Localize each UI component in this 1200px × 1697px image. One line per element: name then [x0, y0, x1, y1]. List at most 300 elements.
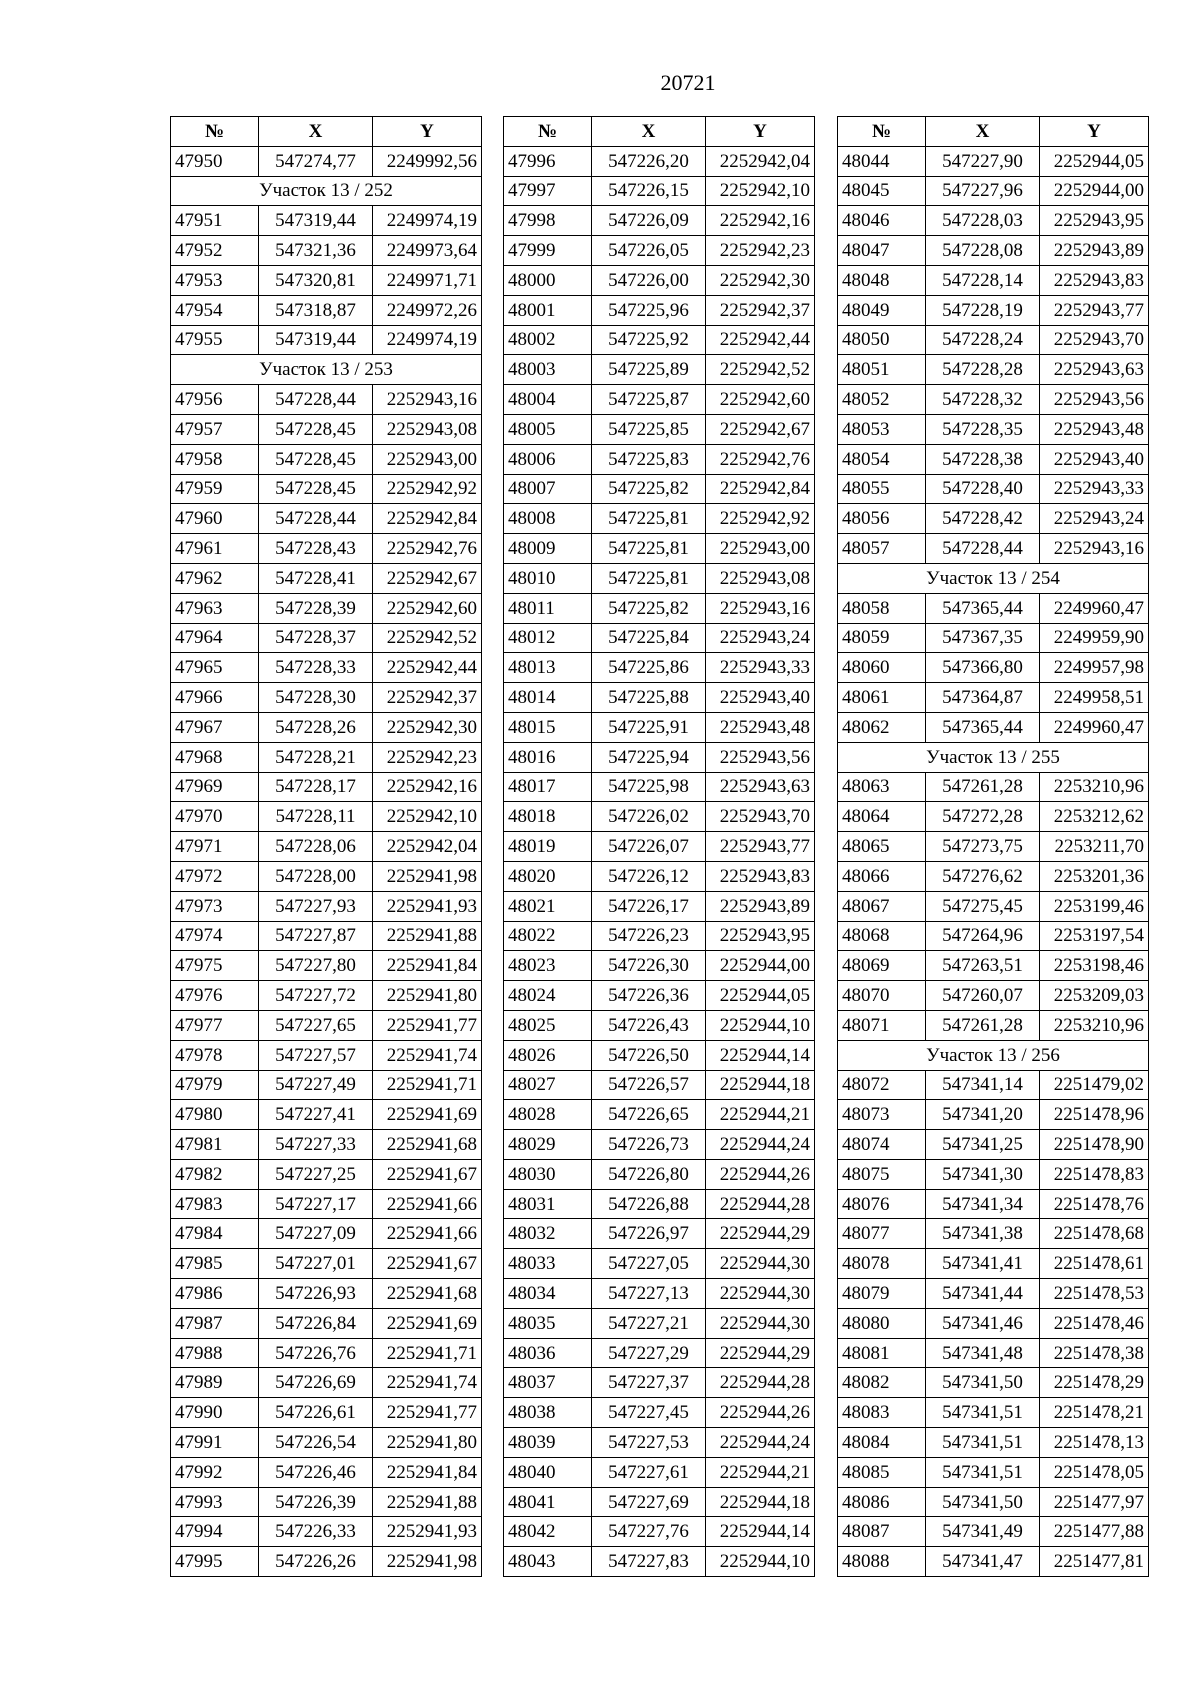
x-coordinate: 547225,81	[592, 534, 706, 564]
table-row	[838, 802, 1149, 832]
table-row	[171, 653, 482, 683]
y-coordinate: 2252943,00	[706, 534, 815, 564]
y-coordinate: 2249974,19	[373, 325, 482, 355]
point-number: 48079	[838, 1279, 926, 1309]
table-row	[504, 444, 815, 474]
table-row	[504, 1487, 815, 1517]
y-coordinate: 2252944,10	[706, 1547, 815, 1577]
x-coordinate: 547226,39	[259, 1487, 373, 1517]
x-coordinate: 547228,24	[926, 325, 1040, 355]
point-number: 48005	[504, 414, 592, 444]
y-coordinate: 2252941,80	[373, 1428, 482, 1458]
point-number: 48062	[838, 712, 926, 742]
x-coordinate: 547226,43	[592, 1010, 706, 1040]
y-coordinate: 2252944,24	[706, 1130, 815, 1160]
page-number: 20721	[660, 70, 716, 95]
table-row	[504, 653, 815, 683]
table-row	[838, 236, 1149, 266]
table-row	[838, 1219, 1149, 1249]
table-row	[171, 683, 482, 713]
y-coordinate: 2252943,24	[1040, 504, 1149, 534]
x-coordinate: 547341,44	[926, 1279, 1040, 1309]
y-coordinate: 2252941,67	[373, 1159, 482, 1189]
table-row	[504, 593, 815, 623]
point-number: 48054	[838, 444, 926, 474]
x-coordinate: 547276,62	[926, 861, 1040, 891]
x-coordinate: 547226,73	[592, 1130, 706, 1160]
y-coordinate: 2252943,08	[706, 563, 815, 593]
y-coordinate: 2249972,26	[373, 295, 482, 325]
y-coordinate: 2251477,88	[1040, 1517, 1149, 1547]
x-coordinate: 547263,51	[926, 951, 1040, 981]
y-coordinate: 2252943,33	[706, 653, 815, 683]
x-coordinate: 547227,09	[259, 1219, 373, 1249]
table-row	[504, 1130, 815, 1160]
table-row	[171, 593, 482, 623]
table-row	[838, 1100, 1149, 1130]
y-coordinate: 2252943,40	[706, 683, 815, 713]
point-number: 48076	[838, 1189, 926, 1219]
y-coordinate: 2252943,89	[706, 891, 815, 921]
y-coordinate: 2252941,77	[373, 1010, 482, 1040]
table-row	[171, 742, 482, 772]
table-row	[838, 1010, 1149, 1040]
point-number: 47989	[171, 1368, 259, 1398]
table-row	[171, 146, 482, 176]
y-coordinate: 2252944,28	[706, 1189, 815, 1219]
table-row	[504, 1279, 815, 1309]
point-number: 48071	[838, 1010, 926, 1040]
table-row	[171, 1189, 482, 1219]
x-coordinate: 547341,30	[926, 1159, 1040, 1189]
table-row	[504, 265, 815, 295]
y-coordinate: 2251478,46	[1040, 1308, 1149, 1338]
table-row	[504, 146, 815, 176]
x-coordinate: 547228,14	[926, 265, 1040, 295]
y-coordinate: 2252943,16	[706, 593, 815, 623]
point-number: 47979	[171, 1070, 259, 1100]
x-coordinate: 547228,42	[926, 504, 1040, 534]
table-row	[838, 444, 1149, 474]
y-coordinate: 2249971,71	[373, 265, 482, 295]
table-row	[838, 623, 1149, 653]
point-number: 48088	[838, 1547, 926, 1577]
point-number: 47954	[171, 295, 259, 325]
table-row	[171, 1487, 482, 1517]
point-number: 48001	[504, 295, 592, 325]
y-coordinate: 2252943,83	[1040, 265, 1149, 295]
x-coordinate: 547341,46	[926, 1308, 1040, 1338]
point-number: 47950	[171, 146, 259, 176]
x-coordinate: 547225,91	[592, 712, 706, 742]
table-row	[504, 295, 815, 325]
x-coordinate: 547274,77	[259, 146, 373, 176]
y-coordinate: 2252943,63	[706, 772, 815, 802]
x-coordinate: 547226,97	[592, 1219, 706, 1249]
table-row	[171, 1338, 482, 1368]
y-coordinate: 2251477,81	[1040, 1547, 1149, 1577]
point-number: 48023	[504, 951, 592, 981]
y-coordinate: 2252941,98	[373, 1547, 482, 1577]
y-coordinate: 2252944,10	[706, 1010, 815, 1040]
x-coordinate: 547228,19	[926, 295, 1040, 325]
point-number: 48080	[838, 1308, 926, 1338]
x-coordinate: 547226,02	[592, 802, 706, 832]
table-row	[171, 534, 482, 564]
y-coordinate: 2251478,29	[1040, 1368, 1149, 1398]
x-coordinate: 547228,45	[259, 414, 373, 444]
x-coordinate: 547228,45	[259, 444, 373, 474]
x-coordinate: 547226,50	[592, 1040, 706, 1070]
x-coordinate: 547225,96	[592, 295, 706, 325]
x-coordinate: 547228,40	[926, 474, 1040, 504]
y-coordinate: 2252941,74	[373, 1368, 482, 1398]
section-row	[171, 355, 482, 385]
table-row	[504, 534, 815, 564]
section-title: Участок 13 / 253	[171, 355, 482, 385]
y-coordinate: 2252941,88	[373, 1487, 482, 1517]
x-coordinate: 547228,03	[926, 206, 1040, 236]
x-coordinate: 547226,65	[592, 1100, 706, 1130]
y-coordinate: 2252943,08	[373, 414, 482, 444]
y-coordinate: 2251478,76	[1040, 1189, 1149, 1219]
point-number: 48014	[504, 683, 592, 713]
x-coordinate: 547228,17	[259, 772, 373, 802]
x-coordinate: 547228,32	[926, 385, 1040, 415]
table-row	[838, 1189, 1149, 1219]
x-coordinate: 547228,37	[259, 623, 373, 653]
y-coordinate: 2252942,16	[706, 206, 815, 236]
point-number: 48077	[838, 1219, 926, 1249]
x-coordinate: 547341,41	[926, 1249, 1040, 1279]
point-number: 47952	[171, 236, 259, 266]
x-coordinate: 547227,65	[259, 1010, 373, 1040]
point-number: 48056	[838, 504, 926, 534]
point-number: 47961	[171, 534, 259, 564]
point-number: 48082	[838, 1368, 926, 1398]
table-row	[504, 1547, 815, 1577]
table-row	[838, 1070, 1149, 1100]
y-coordinate: 2252941,67	[373, 1249, 482, 1279]
point-number: 48003	[504, 355, 592, 385]
y-coordinate: 2252942,76	[706, 444, 815, 474]
y-coordinate: 2251478,90	[1040, 1130, 1149, 1160]
x-coordinate: 547226,05	[592, 236, 706, 266]
y-coordinate: 2252941,66	[373, 1219, 482, 1249]
y-coordinate: 2251478,68	[1040, 1219, 1149, 1249]
point-number: 47972	[171, 861, 259, 891]
point-number: 48027	[504, 1070, 592, 1100]
point-number: 48059	[838, 623, 926, 653]
y-coordinate: 2252943,16	[1040, 534, 1149, 564]
y-coordinate: 2252942,10	[373, 802, 482, 832]
y-coordinate: 2252942,04	[706, 146, 815, 176]
point-number: 47965	[171, 653, 259, 683]
point-number: 48053	[838, 414, 926, 444]
table-row	[171, 951, 482, 981]
x-coordinate: 547226,36	[592, 981, 706, 1011]
number-column-header: №	[171, 117, 259, 147]
point-number: 48044	[838, 146, 926, 176]
table-row	[838, 981, 1149, 1011]
x-coordinate: 547261,28	[926, 772, 1040, 802]
table-row	[838, 355, 1149, 385]
table-row	[838, 772, 1149, 802]
y-coordinate: 2252944,14	[706, 1040, 815, 1070]
y-coordinate: 2252944,21	[706, 1457, 815, 1487]
table-row	[171, 1279, 482, 1309]
point-number: 48013	[504, 653, 592, 683]
y-coordinate: 2252942,37	[706, 295, 815, 325]
x-coordinate: 547341,49	[926, 1517, 1040, 1547]
y-coordinate: 2252943,89	[1040, 236, 1149, 266]
x-coordinate: 547227,05	[592, 1249, 706, 1279]
x-coordinate: 547341,25	[926, 1130, 1040, 1160]
table-row	[171, 772, 482, 802]
coordinates-table	[503, 116, 815, 1577]
point-number: 47991	[171, 1428, 259, 1458]
section-title: Участок 13 / 255	[838, 742, 1149, 772]
x-coordinate: 547226,15	[592, 176, 706, 206]
x-coordinate: 547226,30	[592, 951, 706, 981]
x-coordinate: 547226,54	[259, 1428, 373, 1458]
table-row	[171, 474, 482, 504]
x-coordinate: 547227,53	[592, 1428, 706, 1458]
y-coordinate: 2252941,69	[373, 1308, 482, 1338]
x-coordinate: 547225,88	[592, 683, 706, 713]
x-coordinate: 547227,17	[259, 1189, 373, 1219]
point-number: 48025	[504, 1010, 592, 1040]
x-coordinate: 547227,49	[259, 1070, 373, 1100]
table-row	[838, 1368, 1149, 1398]
y-column-header: Y	[373, 117, 482, 147]
point-number: 47973	[171, 891, 259, 921]
point-number: 48021	[504, 891, 592, 921]
x-coordinate: 547365,44	[926, 593, 1040, 623]
point-number: 48072	[838, 1070, 926, 1100]
point-number: 48008	[504, 504, 592, 534]
point-number: 48052	[838, 385, 926, 415]
x-column-header: X	[926, 117, 1040, 147]
table-row	[504, 1159, 815, 1189]
point-number: 47966	[171, 683, 259, 713]
x-coordinate: 547227,69	[592, 1487, 706, 1517]
y-coordinate: 2252943,16	[373, 385, 482, 415]
point-number: 48075	[838, 1159, 926, 1189]
x-coordinate: 547228,41	[259, 563, 373, 593]
table-row	[504, 176, 815, 206]
y-coordinate: 2252943,70	[706, 802, 815, 832]
table-row	[504, 1100, 815, 1130]
point-number: 48037	[504, 1368, 592, 1398]
x-coordinate: 547261,28	[926, 1010, 1040, 1040]
y-coordinate: 2252944,28	[706, 1368, 815, 1398]
section-title: Участок 13 / 252	[171, 176, 482, 206]
table-row	[838, 414, 1149, 444]
point-number: 48065	[838, 832, 926, 862]
point-number: 47981	[171, 1130, 259, 1160]
y-coordinate: 2252944,05	[706, 981, 815, 1011]
table-row	[504, 1219, 815, 1249]
x-coordinate: 547226,88	[592, 1189, 706, 1219]
x-coordinate: 547228,11	[259, 802, 373, 832]
table-row	[838, 265, 1149, 295]
section-title: Участок 13 / 256	[838, 1040, 1149, 1070]
table-row	[838, 1457, 1149, 1487]
point-number: 47999	[504, 236, 592, 266]
y-coordinate: 2252942,04	[373, 832, 482, 862]
x-coordinate: 547341,47	[926, 1547, 1040, 1577]
table-row	[171, 385, 482, 415]
point-number: 48010	[504, 563, 592, 593]
point-number: 48017	[504, 772, 592, 802]
table-row	[171, 1457, 482, 1487]
x-coordinate: 547225,94	[592, 742, 706, 772]
table-row	[171, 981, 482, 1011]
point-number: 48060	[838, 653, 926, 683]
table-row	[171, 802, 482, 832]
table-row	[838, 1398, 1149, 1428]
x-coordinate: 547366,80	[926, 653, 1040, 683]
table-row	[838, 295, 1149, 325]
x-coordinate: 547226,23	[592, 921, 706, 951]
section-row	[838, 563, 1149, 593]
point-number: 47984	[171, 1219, 259, 1249]
x-coordinate: 547367,35	[926, 623, 1040, 653]
y-coordinate: 2252944,05	[1040, 146, 1149, 176]
y-coordinate: 2252944,29	[706, 1338, 815, 1368]
number-column-header: №	[504, 117, 592, 147]
x-coordinate: 547225,81	[592, 563, 706, 593]
table-row	[171, 236, 482, 266]
point-number: 48051	[838, 355, 926, 385]
x-coordinate: 547227,13	[592, 1279, 706, 1309]
x-coordinate: 547341,48	[926, 1338, 1040, 1368]
y-coordinate: 2253210,96	[1040, 772, 1149, 802]
y-coordinate: 2252941,66	[373, 1189, 482, 1219]
y-coordinate: 2252942,37	[373, 683, 482, 713]
point-number: 48081	[838, 1338, 926, 1368]
point-number: 48022	[504, 921, 592, 951]
table-row	[171, 1130, 482, 1160]
y-coordinate: 2252943,56	[706, 742, 815, 772]
x-coordinate: 547226,46	[259, 1457, 373, 1487]
x-coordinate: 547225,98	[592, 772, 706, 802]
y-coordinate: 2252944,30	[706, 1279, 815, 1309]
y-coordinate: 2253211,70	[1040, 832, 1149, 862]
coordinates-table	[170, 116, 482, 1577]
point-number: 47974	[171, 921, 259, 951]
table-row	[171, 1249, 482, 1279]
y-coordinate: 2251478,96	[1040, 1100, 1149, 1130]
x-coordinate: 547227,01	[259, 1249, 373, 1279]
table-row	[838, 712, 1149, 742]
table-row	[838, 653, 1149, 683]
table-row	[838, 861, 1149, 891]
point-number: 47988	[171, 1338, 259, 1368]
y-coordinate: 2249957,98	[1040, 653, 1149, 683]
table-row	[838, 1517, 1149, 1547]
x-coordinate: 547225,82	[592, 474, 706, 504]
y-coordinate: 2252944,30	[706, 1308, 815, 1338]
point-number: 48012	[504, 623, 592, 653]
x-coordinate: 547227,83	[592, 1547, 706, 1577]
point-number: 48032	[504, 1219, 592, 1249]
point-number: 48086	[838, 1487, 926, 1517]
y-coordinate: 2252942,44	[706, 325, 815, 355]
x-coordinate: 547228,30	[259, 683, 373, 713]
x-coordinate: 547275,45	[926, 891, 1040, 921]
point-number: 48006	[504, 444, 592, 474]
point-number: 47976	[171, 981, 259, 1011]
point-number: 48048	[838, 265, 926, 295]
x-coordinate: 547227,25	[259, 1159, 373, 1189]
point-number: 48045	[838, 176, 926, 206]
x-coordinate: 547225,81	[592, 504, 706, 534]
x-coordinate: 547227,29	[592, 1338, 706, 1368]
x-column-header: X	[592, 117, 706, 147]
y-coordinate: 2252943,24	[706, 623, 815, 653]
y-coordinate: 2252944,00	[706, 951, 815, 981]
point-number: 47963	[171, 593, 259, 623]
y-coordinate: 2252942,52	[373, 623, 482, 653]
table-row	[171, 1100, 482, 1130]
y-coordinate: 2252942,92	[373, 474, 482, 504]
point-number: 47985	[171, 1249, 259, 1279]
table-row	[838, 504, 1149, 534]
table-row	[838, 1130, 1149, 1160]
x-coordinate: 547227,87	[259, 921, 373, 951]
point-number: 47964	[171, 623, 259, 653]
y-coordinate: 2252942,60	[706, 385, 815, 415]
y-coordinate: 2252941,93	[373, 891, 482, 921]
coordinates-table-1	[170, 116, 482, 1577]
point-number: 47983	[171, 1189, 259, 1219]
y-coordinate: 2252943,95	[706, 921, 815, 951]
point-number: 47968	[171, 742, 259, 772]
x-coordinate: 547228,39	[259, 593, 373, 623]
table-row	[504, 1517, 815, 1547]
table-row	[504, 1189, 815, 1219]
table-row	[838, 146, 1149, 176]
point-number: 48070	[838, 981, 926, 1011]
section-row	[838, 742, 1149, 772]
y-coordinate: 2249960,47	[1040, 593, 1149, 623]
y-coordinate: 2249959,90	[1040, 623, 1149, 653]
table-row	[171, 861, 482, 891]
table-row	[171, 265, 482, 295]
point-number: 48055	[838, 474, 926, 504]
number-column-header: №	[838, 117, 926, 147]
y-coordinate: 2252944,00	[1040, 176, 1149, 206]
table-row	[504, 891, 815, 921]
point-number: 48064	[838, 802, 926, 832]
point-number: 48084	[838, 1428, 926, 1458]
table-row	[838, 385, 1149, 415]
x-coordinate: 547226,12	[592, 861, 706, 891]
point-number: 48040	[504, 1457, 592, 1487]
x-coordinate: 547226,84	[259, 1308, 373, 1338]
y-coordinate: 2251478,53	[1040, 1279, 1149, 1309]
y-coordinate: 2252941,71	[373, 1338, 482, 1368]
table-row	[838, 474, 1149, 504]
y-coordinate: 2252944,18	[706, 1487, 815, 1517]
y-coordinate: 2249973,64	[373, 236, 482, 266]
point-number: 48030	[504, 1159, 592, 1189]
table-row	[504, 1368, 815, 1398]
table-row	[504, 1428, 815, 1458]
table-row	[171, 1398, 482, 1428]
